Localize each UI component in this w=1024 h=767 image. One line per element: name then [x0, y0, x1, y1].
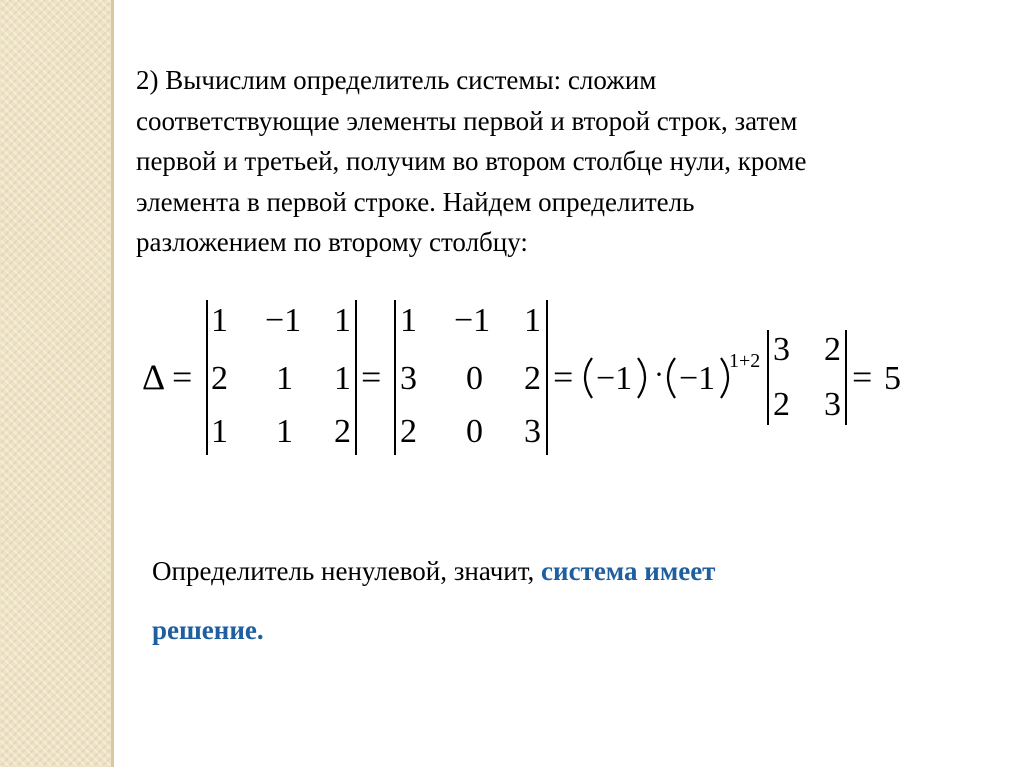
matrix2-cell: 1 — [400, 302, 417, 339]
equals-sign: = — [553, 357, 574, 397]
paragraph-line: соответствующие элементы первой и второй строк, затем — [136, 105, 798, 136]
matrix2-cell: 0 — [466, 360, 483, 397]
conclusion-text: Определитель ненулевой, значит, — [152, 556, 542, 586]
matrix1-cell: 1 — [276, 413, 293, 450]
conclusion-line-2 — [152, 615, 264, 646]
paragraph-line: разложением по второму столбцу: — [136, 227, 528, 257]
minor-cell: 2 — [824, 331, 841, 368]
left-paren — [585, 358, 592, 398]
minor-cell: 3 — [773, 331, 790, 368]
determinant-result: 5 — [884, 360, 901, 397]
matrix1-cell: 1 — [334, 302, 351, 339]
left-paren — [668, 358, 675, 398]
matrix2-cell: 2 — [400, 413, 417, 450]
equals-sign: = — [361, 357, 382, 397]
matrix2-cell: 1 — [524, 302, 541, 339]
exponent: 1+2 — [729, 350, 761, 372]
conclusion-line-1 — [152, 556, 715, 587]
matrix2-cell: 3 — [524, 413, 541, 450]
matrix2-cell: 3 — [400, 360, 417, 397]
multiply-dot: · — [654, 358, 664, 391]
minor-cell: 3 — [824, 386, 841, 423]
matrix2-cell: −1 — [454, 302, 491, 339]
right-paren — [638, 358, 645, 398]
minor-cell: 2 — [773, 386, 790, 423]
right-paren — [721, 358, 728, 398]
matrix1-cell: −1 — [265, 302, 302, 339]
paragraph-line: первой и третьей, получим во втором столбце нули, кроме — [136, 146, 807, 176]
factor-minus-one: −1 — [596, 360, 633, 397]
equals-sign: = — [172, 357, 193, 397]
conclusion-highlight: решение. — [152, 615, 264, 645]
matrix2-cell: 0 — [466, 413, 483, 450]
matrix1-cell: 1 — [276, 360, 293, 397]
matrix1-cell: 2 — [334, 413, 351, 450]
paragraph-line: элемента в первой строке. Найдем определитель — [136, 186, 695, 217]
conclusion-highlight: система имеет — [541, 556, 716, 586]
matrix2-cell: 2 — [524, 360, 541, 397]
factor-minus-one: −1 — [679, 360, 716, 397]
matrix1-cell: 1 — [211, 302, 228, 339]
equals-sign: = — [852, 357, 873, 397]
delta-symbol: Δ — [142, 357, 166, 397]
matrix1-cell: 2 — [211, 360, 228, 397]
matrix1-cell: 1 — [334, 360, 351, 397]
matrix1-cell: 1 — [211, 413, 228, 450]
paragraph-line: 2) Вычислим определитель системы: сложим — [136, 65, 657, 95]
